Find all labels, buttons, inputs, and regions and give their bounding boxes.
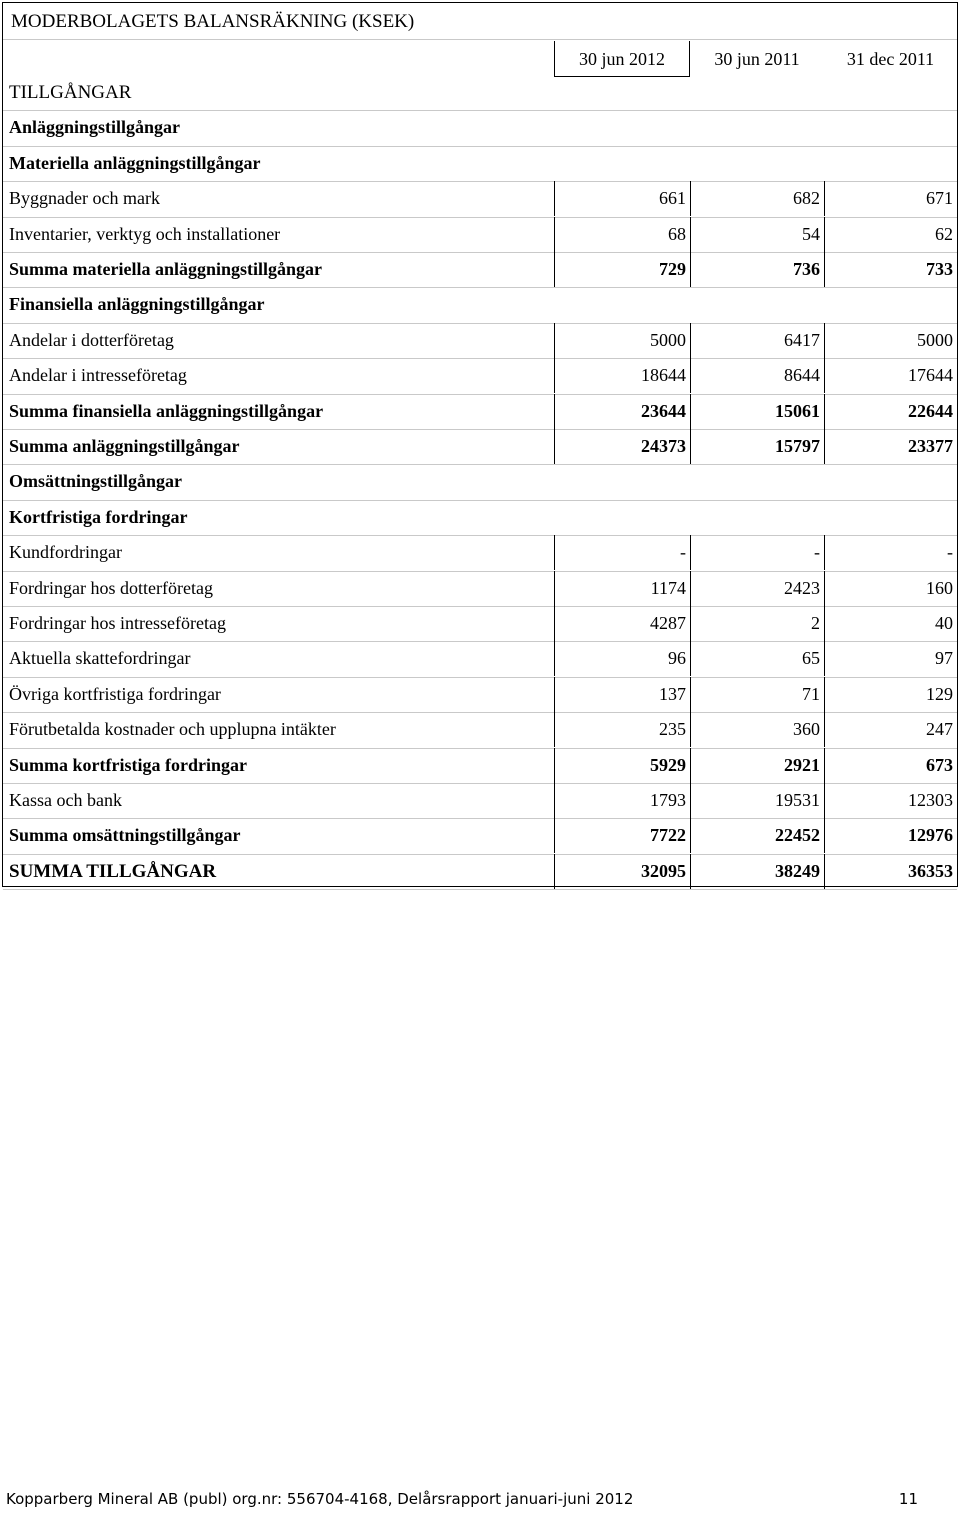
column-divider bbox=[554, 252, 555, 287]
table-row bbox=[3, 181, 957, 216]
row-label: Övriga kortfristiga fordringar bbox=[9, 683, 221, 704]
column-divider bbox=[824, 217, 825, 252]
row-value: 12976 bbox=[908, 825, 953, 846]
page-footer bbox=[6, 1490, 918, 1508]
column-divider bbox=[554, 429, 555, 464]
column-divider bbox=[824, 323, 825, 358]
balance-sheet bbox=[2, 2, 958, 887]
row-value: 7722 bbox=[650, 825, 686, 846]
row-value bbox=[690, 75, 824, 110]
row-label: Andelar i dotterföretag bbox=[9, 329, 174, 350]
row-value: 137 bbox=[659, 683, 686, 704]
row-label: Fordringar hos dotterföretag bbox=[9, 577, 213, 598]
column-divider bbox=[824, 252, 825, 287]
row-value bbox=[824, 146, 957, 181]
row-value: 32095 bbox=[641, 860, 686, 881]
row-label: Byggnader och mark bbox=[9, 188, 160, 209]
column-divider bbox=[690, 606, 691, 641]
row-value: 71 bbox=[802, 683, 820, 704]
row-value: 40 bbox=[935, 613, 953, 633]
footer-text: Kopparberg Mineral AB (publ) org.nr: 556704-4168, Delårsrapport januari-juni 2012 bbox=[6, 1490, 634, 1508]
row-value bbox=[824, 287, 957, 322]
column-divider bbox=[554, 358, 555, 393]
row-value bbox=[690, 287, 824, 322]
table-row bbox=[3, 464, 957, 499]
row-value bbox=[824, 500, 957, 535]
row-value bbox=[824, 75, 957, 110]
row-value: 6417 bbox=[784, 329, 820, 350]
table-row bbox=[3, 323, 957, 358]
column-divider bbox=[554, 677, 555, 712]
row-value: 22452 bbox=[775, 825, 820, 846]
column-divider bbox=[690, 217, 691, 252]
column-divider bbox=[690, 323, 691, 358]
row-value: 19531 bbox=[775, 790, 820, 810]
column-divider bbox=[554, 854, 555, 889]
row-value: 360 bbox=[793, 719, 820, 740]
table-row bbox=[3, 535, 957, 570]
row-value bbox=[554, 464, 690, 499]
column-divider bbox=[690, 677, 691, 712]
row-label: Summa omsättningstillgångar bbox=[9, 825, 241, 846]
column-divider bbox=[824, 358, 825, 393]
row-value: 5000 bbox=[650, 329, 686, 350]
column-divider bbox=[690, 394, 691, 429]
column-divider bbox=[554, 323, 555, 358]
row-value: 65 bbox=[802, 648, 820, 669]
table-row bbox=[3, 429, 957, 464]
table-row bbox=[3, 677, 957, 712]
row-value bbox=[554, 287, 690, 322]
row-value: - bbox=[814, 542, 820, 563]
row-value: 68 bbox=[668, 223, 686, 244]
row-value bbox=[690, 464, 824, 499]
column-divider bbox=[824, 394, 825, 429]
table-row bbox=[3, 854, 957, 889]
table-row bbox=[3, 252, 957, 287]
row-value: 23644 bbox=[641, 400, 686, 421]
row-value: 97 bbox=[935, 648, 953, 669]
row-value: 160 bbox=[926, 577, 953, 598]
row-value: 18644 bbox=[641, 365, 686, 386]
column-divider bbox=[690, 252, 691, 287]
column-divider bbox=[690, 181, 691, 216]
column-divider bbox=[554, 217, 555, 252]
row-label: Fordringar hos intresseföretag bbox=[9, 613, 226, 633]
column-divider bbox=[824, 641, 825, 676]
column-divider bbox=[554, 818, 555, 853]
row-label: Inventarier, verktyg och installationer bbox=[9, 223, 281, 244]
table-row bbox=[3, 146, 957, 181]
row-value: 96 bbox=[668, 648, 686, 669]
row-value: 17644 bbox=[908, 365, 953, 386]
row-value: 54 bbox=[802, 223, 820, 244]
row-label: Summa finansiella anläggningstillgångar bbox=[9, 400, 324, 421]
column-divider bbox=[690, 854, 691, 889]
table-row bbox=[3, 217, 957, 252]
row-value: - bbox=[947, 542, 953, 563]
column-divider bbox=[690, 783, 691, 818]
row-label: Förutbetalda kostnader och upplupna intäkter bbox=[9, 719, 336, 740]
column-divider bbox=[554, 535, 555, 570]
row-label: Materiella anläggningstillgångar bbox=[9, 152, 261, 173]
row-value: 5000 bbox=[917, 329, 953, 350]
row-value: 15061 bbox=[775, 400, 820, 421]
row-value: 235 bbox=[659, 719, 686, 740]
column-divider bbox=[554, 641, 555, 676]
row-value: 673 bbox=[926, 754, 953, 775]
row-value: 24373 bbox=[641, 436, 686, 456]
column-divider bbox=[690, 429, 691, 464]
row-label: Anläggningstillgångar bbox=[9, 117, 181, 138]
row-value: 8644 bbox=[784, 365, 820, 386]
table-row bbox=[3, 571, 957, 606]
table-row bbox=[3, 748, 957, 783]
row-value bbox=[690, 500, 824, 535]
column-divider bbox=[690, 641, 691, 676]
row-label: Andelar i intresseföretag bbox=[9, 365, 187, 386]
row-value: 129 bbox=[926, 683, 953, 704]
row-label: Summa materiella anläggningstillgångar bbox=[9, 259, 323, 279]
row-value bbox=[554, 500, 690, 535]
row-separator bbox=[3, 889, 957, 890]
row-label: Kassa och bank bbox=[9, 790, 122, 810]
column-divider bbox=[824, 783, 825, 818]
row-value: 2 bbox=[811, 613, 820, 633]
column-divider bbox=[824, 818, 825, 853]
row-label: Kundfordringar bbox=[9, 542, 122, 563]
column-header-31-dec-2011: 31 dec 2011 bbox=[846, 49, 935, 69]
row-label: Summa anläggningstillgångar bbox=[9, 436, 240, 456]
table-row bbox=[3, 818, 957, 853]
row-value bbox=[554, 146, 690, 181]
column-divider bbox=[554, 394, 555, 429]
row-value: 4287 bbox=[650, 613, 686, 633]
row-value: 247 bbox=[926, 719, 953, 740]
row-value: 1793 bbox=[650, 790, 686, 810]
row-label: TILLGÅNGAR bbox=[9, 82, 132, 103]
row-value: 661 bbox=[659, 188, 686, 209]
column-divider bbox=[554, 571, 555, 606]
row-value: 2921 bbox=[784, 754, 820, 775]
row-value: - bbox=[680, 542, 686, 563]
column-divider bbox=[824, 854, 825, 889]
row-value bbox=[554, 75, 690, 110]
table-row bbox=[3, 110, 957, 145]
column-divider bbox=[690, 535, 691, 570]
table-row bbox=[3, 358, 957, 393]
row-value: 2423 bbox=[784, 577, 820, 598]
row-value: 1174 bbox=[650, 577, 686, 598]
column-divider bbox=[554, 712, 555, 747]
page-title: MODERBOLAGETS BALANSRÄKNING (KSEK) bbox=[11, 11, 415, 32]
column-header-30-jun-2012: 30 jun 2012 bbox=[554, 41, 690, 77]
table-row bbox=[3, 394, 957, 429]
column-divider bbox=[824, 677, 825, 712]
column-divider bbox=[824, 748, 825, 783]
column-divider bbox=[824, 571, 825, 606]
row-label: SUMMA TILLGÅNGAR bbox=[9, 860, 217, 882]
column-divider bbox=[554, 783, 555, 818]
row-label: Omsättningstillgångar bbox=[9, 471, 183, 492]
row-value bbox=[824, 464, 957, 499]
column-divider bbox=[824, 181, 825, 216]
row-value bbox=[824, 110, 957, 145]
row-value: 729 bbox=[659, 259, 686, 279]
column-divider bbox=[554, 181, 555, 216]
row-label: Kortfristiga fordringar bbox=[9, 506, 188, 527]
row-value: 36353 bbox=[908, 860, 953, 881]
table-row bbox=[3, 287, 957, 322]
column-divider bbox=[824, 429, 825, 464]
column-divider bbox=[690, 571, 691, 606]
table-row bbox=[3, 783, 957, 818]
row-separator bbox=[3, 39, 957, 40]
table-row bbox=[3, 75, 957, 110]
row-value: 22644 bbox=[908, 400, 953, 421]
row-label: Summa kortfristiga fordringar bbox=[9, 754, 247, 775]
row-label: Aktuella skattefordringar bbox=[9, 648, 191, 669]
table-row bbox=[3, 712, 957, 747]
column-divider bbox=[690, 358, 691, 393]
column-divider bbox=[690, 818, 691, 853]
row-value: 733 bbox=[926, 259, 953, 279]
row-value: 5929 bbox=[650, 754, 686, 775]
row-value bbox=[690, 110, 824, 145]
row-label: Finansiella anläggningstillgångar bbox=[9, 294, 265, 315]
row-value: 38249 bbox=[775, 860, 820, 881]
column-divider bbox=[554, 748, 555, 783]
row-value: 682 bbox=[793, 188, 820, 209]
column-divider bbox=[824, 606, 825, 641]
row-value: 23377 bbox=[908, 436, 953, 456]
table-row bbox=[3, 500, 957, 535]
row-value: 12303 bbox=[908, 790, 953, 810]
column-divider bbox=[824, 535, 825, 570]
row-value bbox=[554, 110, 690, 145]
column-divider bbox=[824, 712, 825, 747]
column-header-30-jun-2011: 30 jun 2011 bbox=[714, 49, 800, 69]
table-row bbox=[3, 606, 957, 641]
row-value: 736 bbox=[793, 259, 820, 279]
column-divider bbox=[554, 606, 555, 641]
row-value: 671 bbox=[926, 188, 953, 209]
page-number: 11 bbox=[898, 1490, 918, 1508]
table-row bbox=[3, 641, 957, 676]
column-divider bbox=[690, 712, 691, 747]
row-value: 62 bbox=[935, 223, 953, 244]
row-value bbox=[690, 146, 824, 181]
row-value: 15797 bbox=[775, 436, 820, 456]
column-divider bbox=[690, 748, 691, 783]
